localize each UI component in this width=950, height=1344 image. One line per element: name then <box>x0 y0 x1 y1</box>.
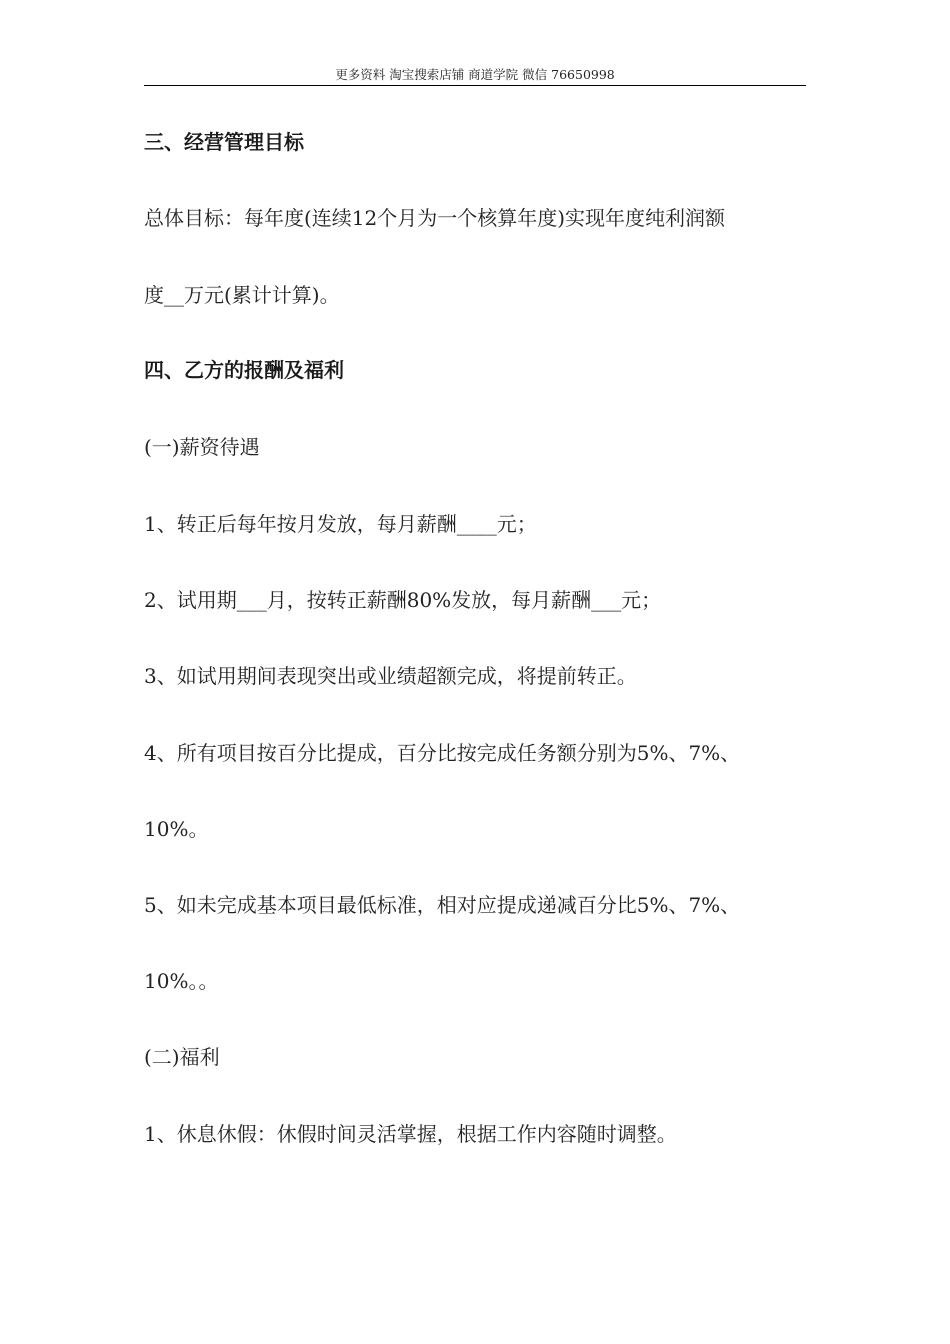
overall-goal-line-1: 总体目标：每年度(连续12个月为一个核算年度)实现年度纯利润额 <box>144 206 726 230</box>
header-divider <box>144 85 806 86</box>
subheading-benefits: (二)福利 <box>144 1045 220 1069</box>
salary-item-2: 2、试用期___月，按转正薪酬80%发放，每月薪酬___元； <box>144 588 662 612</box>
section-heading-compensation: 四、乙方的报酬及福利 <box>144 358 344 382</box>
salary-item-4-line-1: 4、所有项目按百分比提成，百分比按完成任务额分别为5%、7%、 <box>144 741 741 765</box>
benefit-item-1: 1、休息休假：休假时间灵活掌握，根据工作内容随时调整。 <box>144 1122 677 1146</box>
salary-item-5-line-1: 5、如未完成基本项目最低标准，相对应提成递减百分比5%、7%、 <box>144 893 741 917</box>
salary-item-4-line-2: 10%。 <box>144 817 209 841</box>
page-header: 更多资料 淘宝搜索店铺 商道学院 微信 76650998 <box>335 67 615 82</box>
salary-item-3: 3、如试用期间表现突出或业绩超额完成，将提前转正。 <box>144 664 637 688</box>
section-heading-business-goals: 三、经营管理目标 <box>144 130 304 154</box>
salary-item-1: 1、转正后每年按月发放，每月薪酬____元； <box>144 512 537 536</box>
overall-goal-line-2: 度__万元(累计计算)。 <box>144 283 340 307</box>
subheading-salary: (一)薪资待遇 <box>144 435 260 459</box>
salary-item-5-line-2: 10%。。 <box>144 969 219 993</box>
